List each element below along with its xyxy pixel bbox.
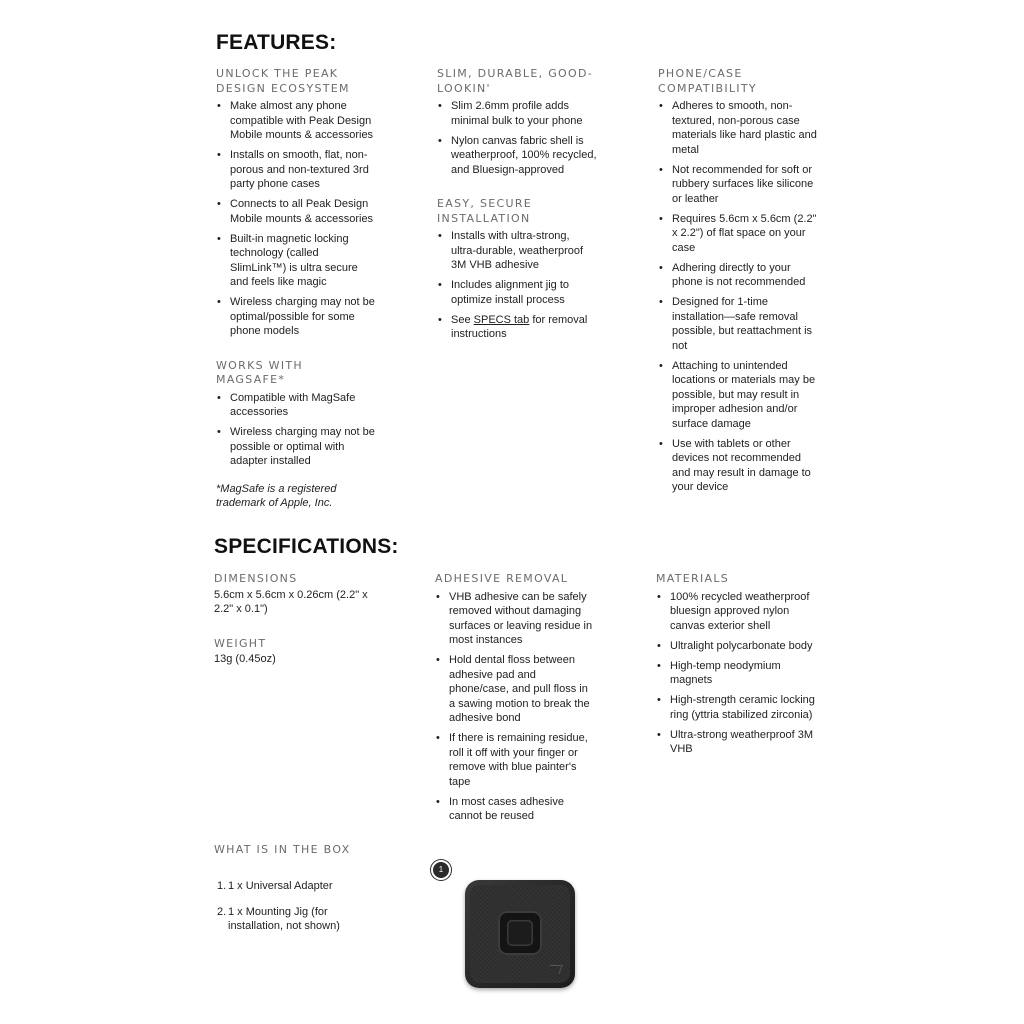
see-suffix: for removal instructions [451, 313, 588, 340]
item-number: 2. [217, 905, 227, 918]
list-item: • Slim 2.6mm profile adds minimal bulk to your phone [437, 99, 597, 128]
list-item: • Wireless charging may not be optimal/possible for some phone models [216, 295, 376, 339]
features-col-1 [216, 67, 376, 511]
list-item [214, 905, 364, 934]
specs-col-1 [214, 572, 376, 667]
specs-col-2 [435, 572, 595, 829]
item-text: 1 x Universal Adapter [228, 880, 333, 892]
number-badge-icon: 1 [431, 860, 451, 880]
list-item: • Connects to all Peak Design Mobile mounts & accessories [216, 197, 376, 226]
list-item: • 100% recycled weatherproof bluesign approved nylon canvas exterior shell [656, 590, 818, 634]
see-prefix: See [451, 313, 474, 326]
box-list [214, 879, 364, 934]
list-item [214, 879, 364, 894]
compatibility-list [658, 99, 820, 495]
weight-value: 13g (0.45oz) [214, 653, 276, 665]
list-item: • VHB adhesive can be safely removed without damaging surfaces or leaving residue in most instances [435, 590, 595, 648]
item-number: 1. [217, 880, 227, 892]
box-contents [214, 879, 364, 945]
list-item: • High-temp neodymium magnets [656, 659, 818, 688]
list-item: • Installs with ultra-strong, ultra-durable, weatherproof 3M VHB adhesive [437, 229, 597, 273]
list-item: • Compatible with MagSafe accessories [216, 391, 376, 420]
section-title-dimensions: DIMENSIONS [214, 572, 298, 585]
magsafe-list [216, 391, 376, 469]
section-title-materials: MATERIALS [656, 572, 730, 585]
list-item: • Installs on smooth, flat, non-porous and non-textured 3rd party phone cases [216, 148, 376, 192]
list-item: • Wireless charging may not be possible or optimal with adapter installed [216, 425, 376, 469]
features-col-3 [658, 67, 820, 500]
list-item [437, 313, 597, 342]
specs-tab-link[interactable]: SPECS tab [473, 313, 530, 326]
section-title-ecosystem: UNLOCK THE PEAK DESIGN ECOSYSTEM [216, 67, 350, 95]
magsafe-footnote: *MagSafe is a registered trademark of Apple, Inc. [216, 482, 337, 509]
list-item: • Ultra-strong weatherproof 3M VHB [656, 728, 818, 757]
specs-col-3 [656, 572, 818, 762]
locking-ring [498, 911, 542, 955]
list-item: • Adhering directly to your phone is not recommended [658, 261, 820, 290]
list-item: • Includes alignment jig to optimize install process [437, 278, 597, 307]
list-item: • Designed for 1-time installation—safe removal possible, but reattachment is not [658, 295, 820, 353]
list-item: • High-strength ceramic locking ring (yttria stabilized zirconia) [656, 693, 818, 722]
list-item: • Not recommended for soft or rubbery surfaces like silicone or leather [658, 163, 820, 207]
materials-list [656, 590, 818, 757]
list-item: • In most cases adhesive cannot be reused [435, 795, 595, 824]
section-title-magsafe: WORKS WITH MAGSAFE* [216, 358, 303, 386]
list-item: • Ultralight polycarbonate body [656, 639, 818, 654]
list-item: • If there is remaining residue, roll it off with your finger or remove with blue painter's tape [435, 731, 595, 789]
list-item: • Hold dental floss between adhesive pad and phone/case, and pull floss in a sawing motion to break the adhesive bond [435, 653, 595, 726]
dimensions-value: 5.6cm x 5.6cm x 0.26cm (2.2" x 2.2" x 0.1") [214, 588, 368, 615]
list-item: • Adheres to smooth, non-textured, non-porous case materials like hard plastic and metal [658, 99, 820, 157]
item-text: 1 x Mounting Jig (for installation, not shown) [228, 905, 340, 932]
section-title-adhesive-removal: ADHESIVE REMOVAL [435, 572, 569, 585]
installation-list [437, 229, 597, 342]
adhesive-list [435, 590, 595, 824]
section-title-in-the-box: WHAT IS IN THE BOX [214, 843, 351, 856]
list-item: • Use with tablets or other devices not recommended and may result in damage to your device [658, 437, 820, 495]
list-item: • Make almost any phone compatible with Peak Design Mobile mounts & accessories [216, 99, 376, 143]
features-heading: FEATURES: [216, 31, 337, 54]
features-col-2 [437, 67, 597, 347]
section-title-compatibility: PHONE/CASE COMPATIBILITY [658, 67, 757, 95]
list-item: • Attaching to unintended locations or materials may be possible, but may result in improper adhesion and/or surface damage [658, 359, 820, 432]
list-item: • Nylon canvas fabric shell is weatherproof, 100% recycled, and Bluesign-approved [437, 134, 597, 178]
locking-ring-center [507, 920, 533, 946]
universal-adapter-image [465, 880, 575, 988]
specifications-heading: SPECIFICATIONS: [214, 535, 399, 558]
ecosystem-list [216, 99, 376, 339]
list-item: • Requires 5.6cm x 5.6cm (2.2" x 2.2") of flat space on your case [658, 212, 820, 256]
section-title-slim: SLIM, DURABLE, GOOD-LOOKIN' [437, 67, 593, 95]
section-title-weight: WEIGHT [214, 636, 267, 650]
slim-list [437, 99, 597, 177]
section-title-installation: EASY, SECURE INSTALLATION [437, 197, 533, 225]
list-item: • Built-in magnetic locking technology (called SlimLink™) is ultra secure and feels like magic [216, 232, 376, 290]
